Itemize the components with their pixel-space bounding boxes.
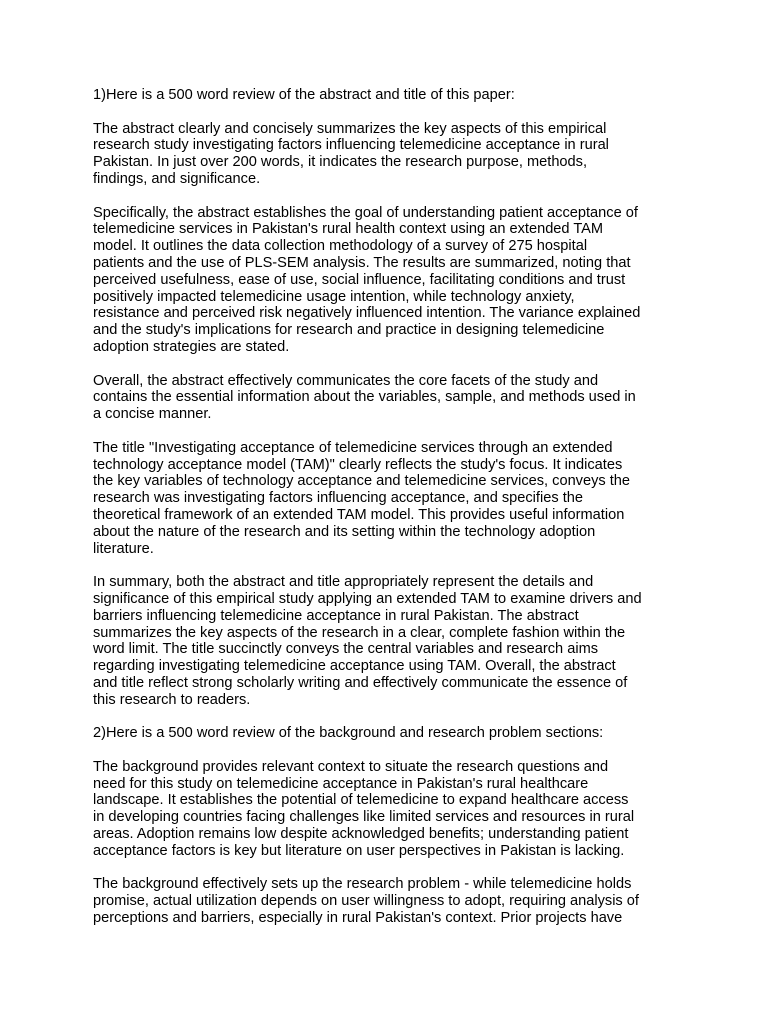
text-line: research was investigating factors influencing acceptance, and specifies the [93, 490, 583, 507]
text-line: regarding investigating telemedicine acceptance using TAM. Overall, the abstract [93, 658, 616, 675]
text-line: in developing countries facing challenges like limited services and resources in rural [93, 809, 635, 826]
paragraph [93, 121, 693, 188]
text-line: The abstract clearly and concisely summarizes the key aspects of this empirical [93, 120, 607, 137]
text-line: a concise manner. [93, 406, 212, 423]
paragraph [93, 87, 693, 104]
text-line: barriers influencing telemedicine acceptance in rural Pakistan. The abstract [93, 607, 579, 624]
text-line: perceived usefulness, ease of use, social influence, facilitating conditions and trust [93, 271, 626, 288]
paragraph [93, 574, 693, 708]
text-line: and the study's implications for research and practice in designing telemedicine [93, 322, 605, 339]
text-line: adoption strategies are stated. [93, 338, 290, 355]
text-line: theoretical framework of an extended TAM model. This provides useful information [93, 506, 625, 523]
text-line: about the nature of the research and its setting within the technology adoption [93, 523, 596, 540]
text-line: contains the essential information about the variables, sample, and methods used in [93, 389, 636, 406]
text-line: The background effectively sets up the research problem - while telemedicine holds [93, 876, 632, 893]
paragraph [93, 205, 693, 356]
text-line: acceptance factors is key but literature on user perspectives in Pakistan is lacking. [93, 842, 625, 859]
text-line: literature. [93, 540, 154, 557]
text-line: research study investigating factors influencing telemedicine acceptance in rural [93, 137, 609, 154]
text-line: the key variables of technology acceptance and telemedicine services, conveys the [93, 473, 631, 490]
text-line: technology acceptance model (TAM)" clearly reflects the study's focus. It indicates [93, 456, 623, 473]
text-line: Overall, the abstract effectively communicates the core facets of the study and [93, 372, 599, 389]
text-line: summarizes the key aspects of the research in a clear, complete fashion within the [93, 624, 626, 641]
text-line: model. It outlines the data collection methodology of a survey of 275 hospital [93, 238, 588, 255]
text-line: patients and the use of PLS-SEM analysis. The results are summarized, noting that [93, 254, 631, 271]
text-line: word limit. The title succinctly conveys the central variables and research aims [93, 641, 599, 658]
text-line: positively impacted telemedicine usage intention, while technology anxiety, [93, 288, 575, 305]
paragraph [93, 440, 693, 558]
text-line: 2)Here is a 500 word review of the background and research problem sections: [93, 725, 604, 742]
text-line: significance of this empirical study applying an extended TAM to examine drivers and [93, 590, 642, 607]
text-line: resistance and perceived risk negatively influenced intention. The variance explained [93, 305, 641, 322]
text-line: areas. Adoption remains low despite acknowledged benefits; understanding patient [93, 826, 629, 843]
text-line: and title reflect strong scholarly writing and effectively communicate the essence of [93, 674, 628, 691]
text-line: 1)Here is a 500 word review of the abstract and title of this paper: [93, 87, 515, 103]
text-line: need for this study on telemedicine acceptance in Pakistan's rural healthcare [93, 775, 589, 792]
text-line: The background provides relevant context to situate the research questions and [93, 758, 609, 775]
text-line: telemedicine services in Pakistan's rural health context using an extended TAM [93, 221, 604, 238]
document-body [93, 87, 693, 944]
text-line: this research to readers. [93, 691, 251, 708]
paragraph [93, 373, 693, 423]
paragraph [93, 876, 693, 926]
text-line: perceptions and barriers, especially in rural Pakistan's context. Prior projects have [93, 910, 623, 927]
text-line: In summary, both the abstract and title appropriately represent the details and [93, 574, 594, 591]
paragraph [93, 759, 693, 860]
text-line: Pakistan. In just over 200 words, it indicates the research purpose, methods, [93, 154, 588, 171]
text-line: landscape. It establishes the potential of telemedicine to expand healthcare access [93, 792, 629, 809]
text-line: promise, actual utilization depends on user willingness to adopt, requiring analysis of [93, 893, 639, 910]
paragraph [93, 725, 693, 742]
text-line: The title "Investigating acceptance of telemedicine services through an extended [93, 439, 613, 456]
text-line: Specifically, the abstract establishes the goal of understanding patient acceptance of [93, 204, 638, 221]
text-line: findings, and significance. [93, 170, 261, 187]
